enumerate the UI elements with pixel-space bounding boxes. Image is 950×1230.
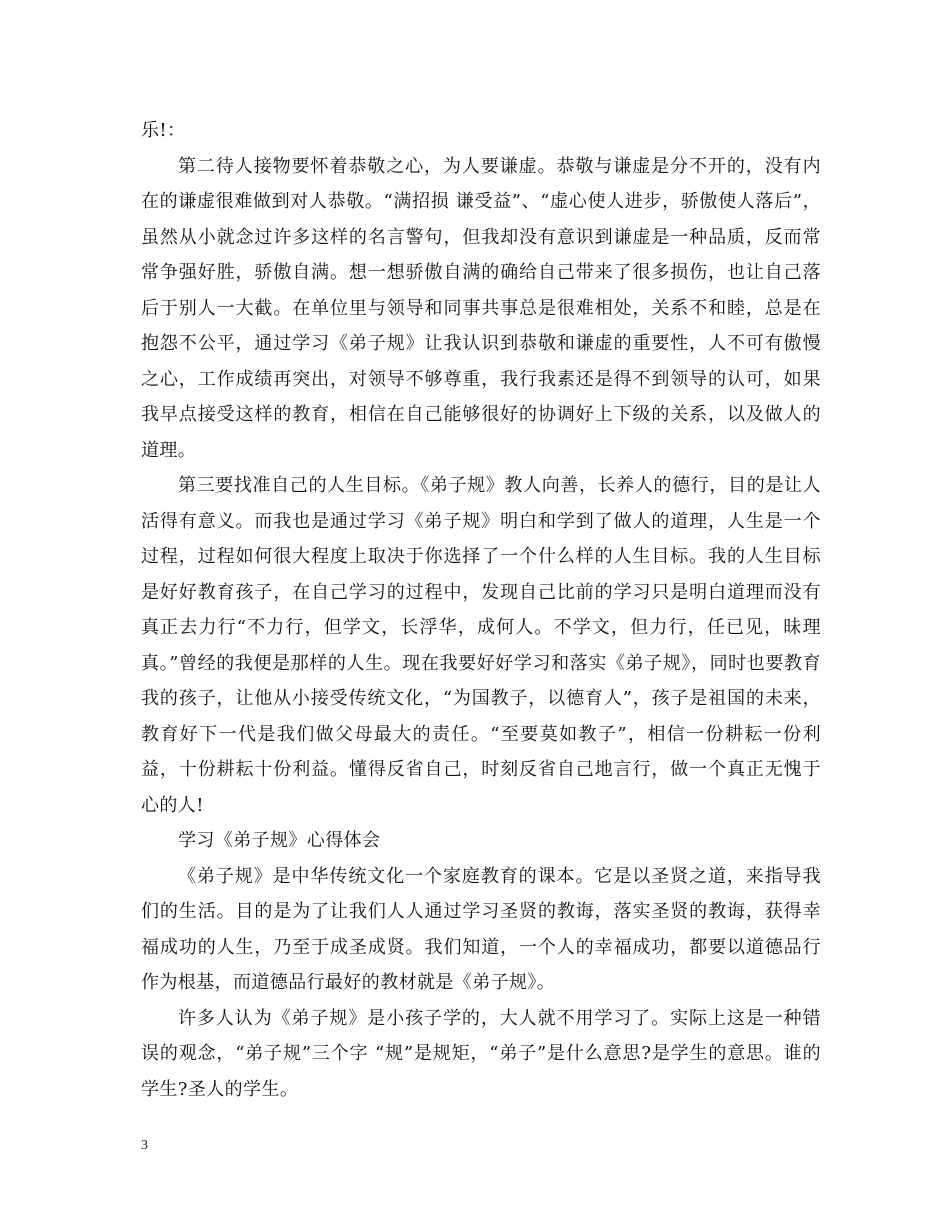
paragraph-intro: 《弟子规》是中华传统文化一个家庭教育的课本。它是以圣贤之道，来指导我们的生活。目的是为了让我们人人通过学习圣贤的教诲，落实圣贤的教诲，获得幸福成功的人生，乃至于成圣成贤。我们知道，一个人的幸福成功，都要以道德品行作为根基，而道德品行最好的教材就是《弟子规》。 <box>141 865 821 993</box>
paragraph-humility: 第二待人接物要怀着恭敬之心，为人要谦虚。恭敬与谦虚是分不开的，没有内在的谦虚很难做到对人恭敬。“满招损 谦受益”、“虚心使人进步，骄傲使人落后”，虽然从小就念过许多这样的名言警句，但我却没有意识到谦虚是一种品质，反而常常争强好胜，骄傲自满。想一想骄傲自满的确给自己带来了很多损伤，也让自己落后于别人一大截。在单位里与领导和同事共事总是很难相处，关系不和睦，总是在抱怨不公平，通过学习《弟子规》让我认识到恭敬和谦虚的重要性，人不可有傲慢之心，工作成绩再突出，对领导不够尊重，我行我素还是得不到领导的认可，如果我早点接受这样的教育，相信在自己能够很好的协调好上下级的关系，以及做人的道理。 <box>141 155 821 461</box>
document-body <box>141 113 821 1107</box>
section-heading: 学习《弟子规》心得体会 <box>178 830 381 851</box>
page-number: 3 <box>141 1138 148 1153</box>
paragraph-life-goal: 第三要找准自己的人生目标。《弟子规》教人向善，长养人的德行，目的是让人活得有意义。而我也是通过学习《弟子规》明白和学到了做人的道理，人生是一个过程，过程如何很大程度上取决于你选择了一个什么样的人生目标。我的人生目标是好好教育孩子，在自己学习的过程中，发现自己比前的学习只是明白道理而没有真正去力行“不力行，但学文，长浮华，成何人。不学文，但力行，任已见，昧理真。”曾经的我便是那样的人生。现在我要好好学习和落实《弟子规》，同时也要教育我的孩子，让他从小接受传统文化，“为国教子，以德育人”，孩子是祖国的未来，教育好下一代是我们做父母最大的责任。“至要莫如教子”，相信一份耕耘一份利益，十份耕耘十份利益。懂得反省自己，时刻反省自己地言行，做一个真正无愧于心的人! <box>141 475 821 816</box>
paragraph-continuation: 乐!： <box>141 120 186 141</box>
paragraph-misconception: 许多人认为《弟子规》是小孩子学的，大人就不用学习了。实际上这是一种错误的观念，“弟子规”三个字 “规”是规矩，“弟子”是什么意思?是学生的意思。谁的学生?圣人的学生。 <box>141 1007 821 1100</box>
